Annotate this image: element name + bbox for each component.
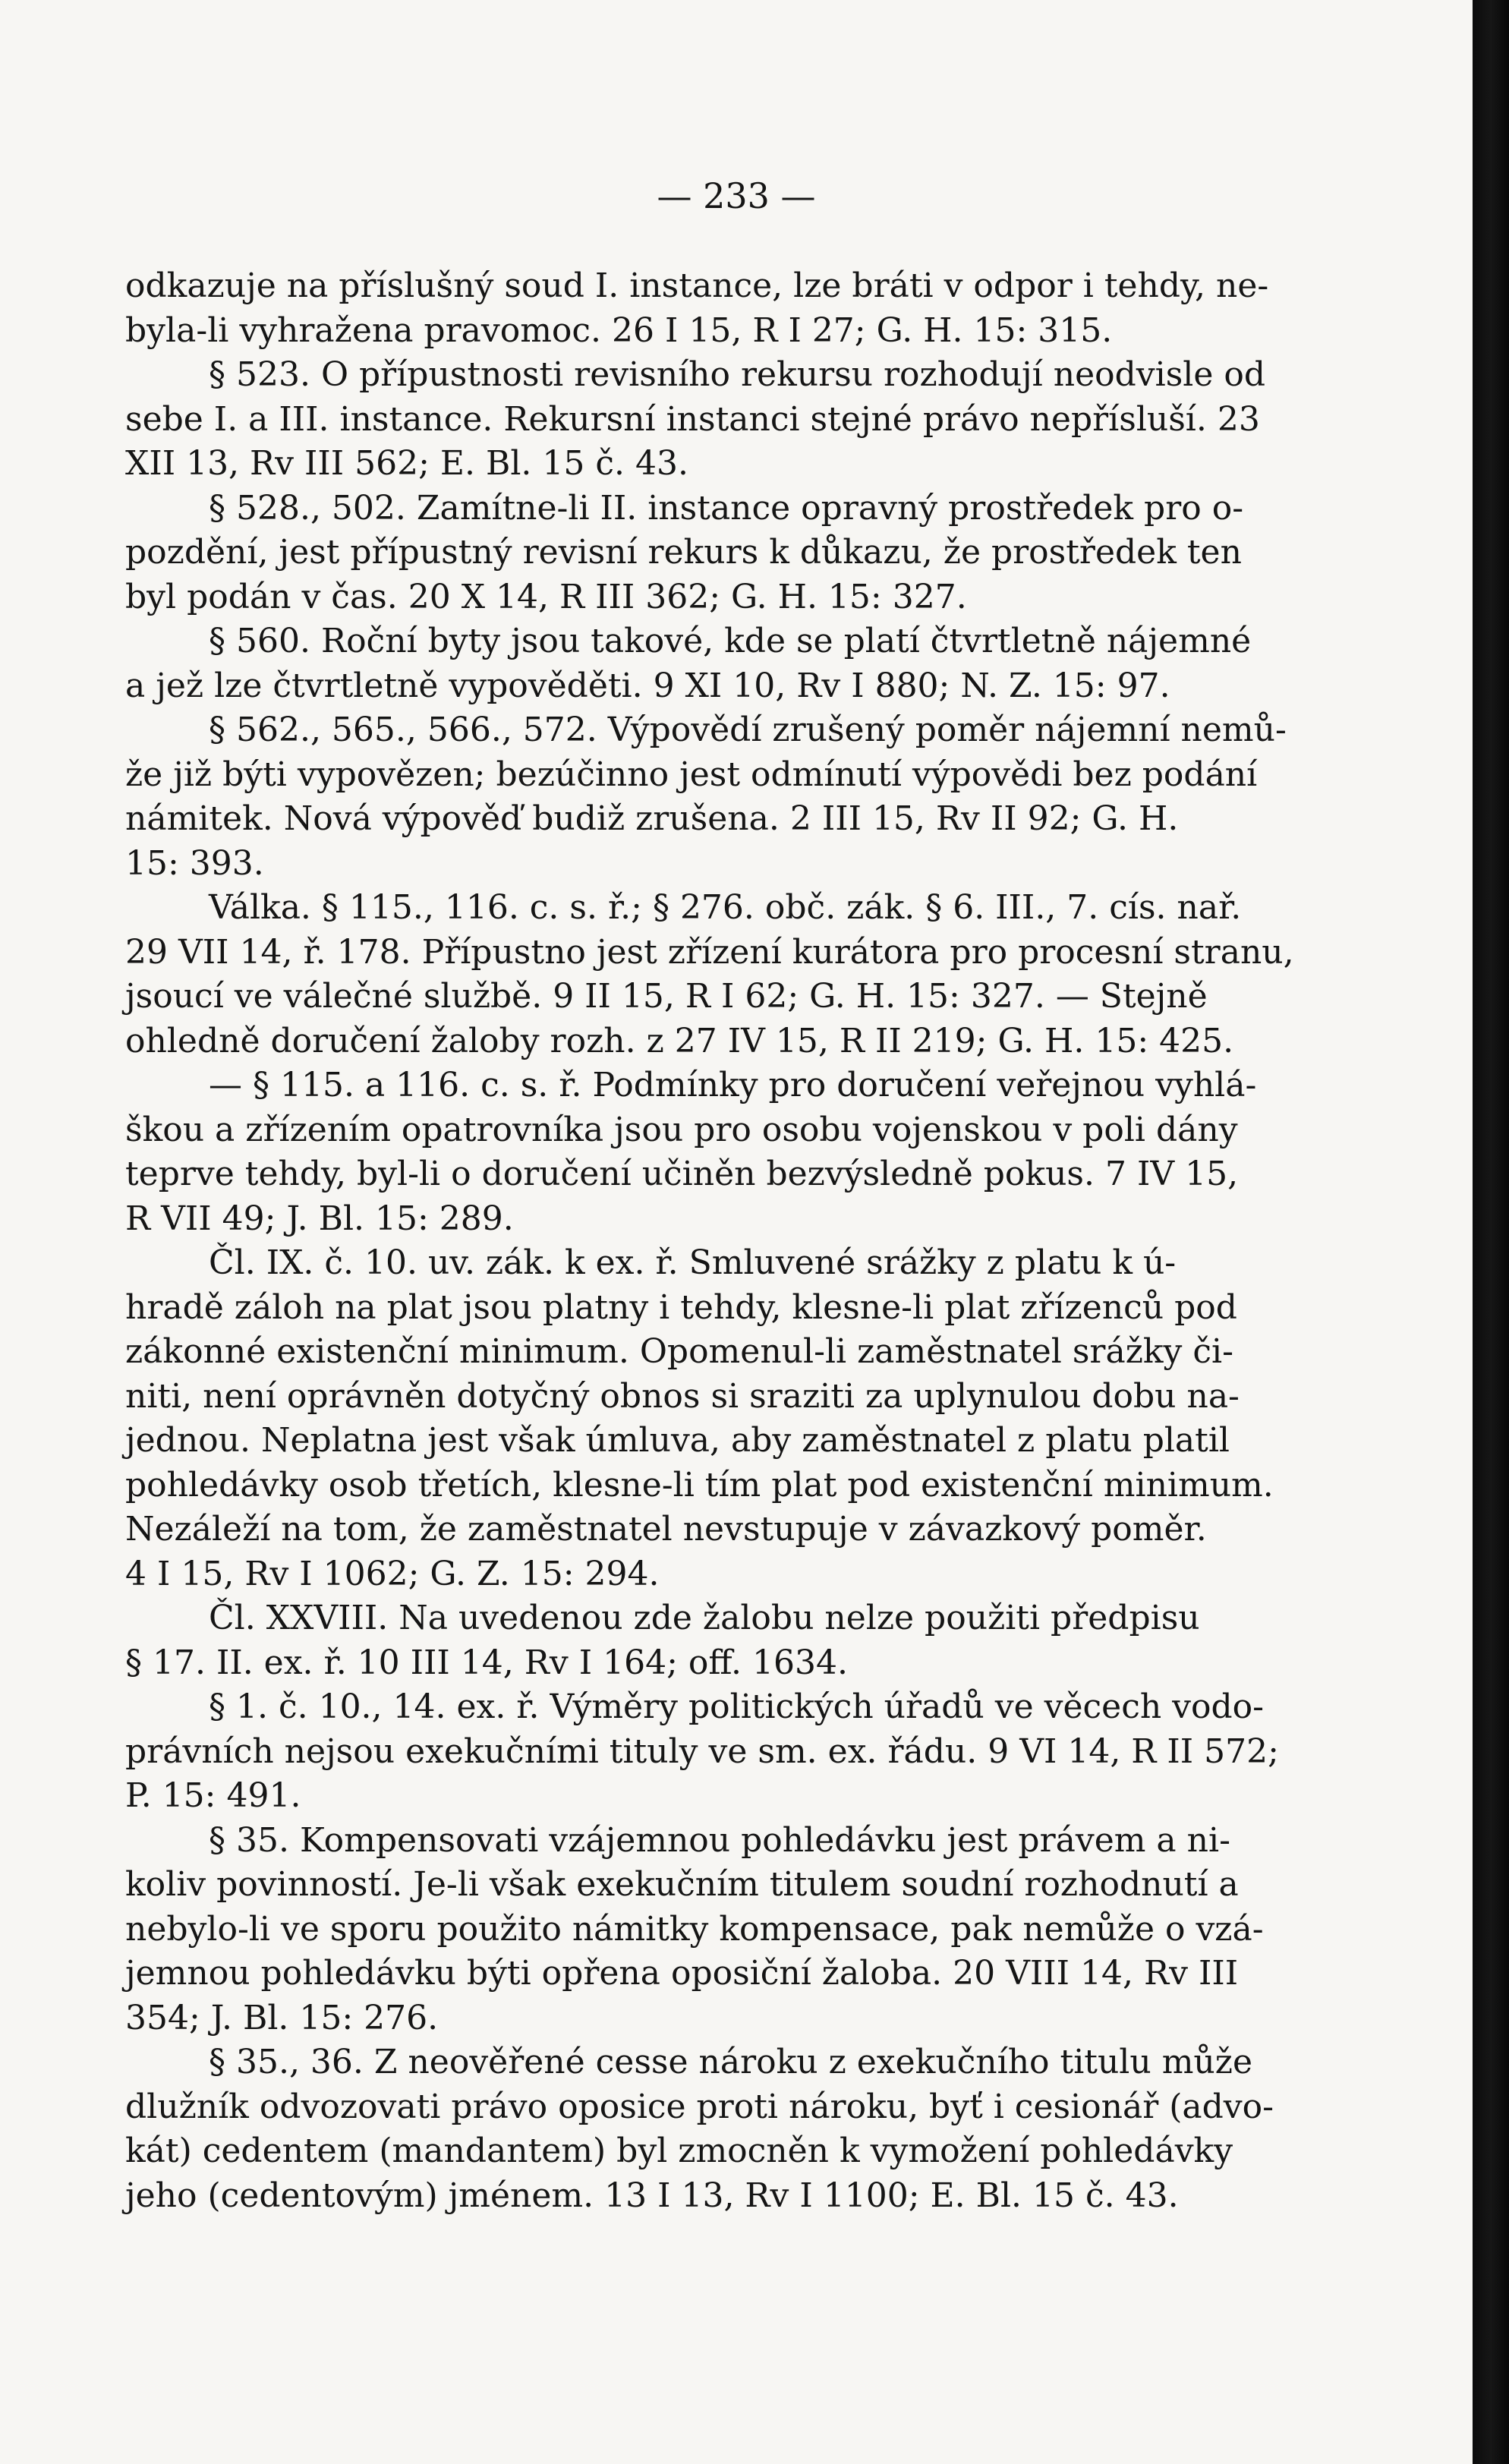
text-line: § 17. II. ex. ř. 10 III 14, Rv I 164; off. 1634. [125,1643,848,1682]
text-line: teprve tehdy, byl-li o doručení učiněn bezvýsledně pokus. 7 IV 15, [125,1155,1239,1193]
paragraph-start-line: Čl. XXVIII. Na uvedenou zde žalobu nelze použiti předpisu [209,1599,1200,1637]
text-line: Nezáleží na tom, že zaměstnatel nevstupuje v závazkový poměr. [125,1510,1207,1549]
paragraph-start-line: § 35. Kompensovati vzájemnou pohledávku jest právem a ni- [209,1820,1230,1860]
text-line: kát) cedentem (mandantem) byl zmocněn k vymožení pohledávky [125,2132,1233,2170]
text-line: námitek. Nová výpověď budiž zrušena. 2 III 15, Rv II 92; G. H. [125,799,1179,838]
text-line: 15: 393. [125,843,264,883]
text-line: nebylo-li ve sporu použito námitky kompensace, pak nemůže o vzá- [125,1909,1264,1949]
paragraph-start-line: § 1. č. 10., 14. ex. ř. Výměry politických úřadů ve věcech vodo- [209,1687,1265,1726]
text-line: niti, není oprávněn dotyčný obnos si sraziti za uplynulou dobu na- [125,1376,1240,1416]
paragraph-start-line: § 528., 502. Zamítne-li II. instance opravný prostředek pro o- [209,488,1244,528]
paragraph-start-line: § 523. O přípustnosti revisního rekursu rozhodují neodvisle od [209,355,1266,394]
text-line: R VII 49; J. Bl. 15: 289. [125,1199,514,1238]
text-line: ohledně doručení žaloby rozh. z 27 IV 15, R II 219; G. H. 15: 425. [125,1021,1234,1060]
text-line: a jež lze čtvrtletně vypověděti. 9 XI 10, Rv I 880; N. Z. 15: 97. [125,666,1170,705]
text-line: 354; J. Bl. 15: 276. [125,1998,439,2037]
text-line: pozdění, jest přípustný revisní rekurs k důkazu, že prostředek ten [125,533,1242,572]
text-line: byla-li vyhražena pravomoc. 26 I 15, R I 27; G. H. 15: 315. [125,310,1113,350]
text-line: jeho (cedentovým) jménem. 13 I 13, Rv I 1100; E. Bl. 15 č. 43. [125,2176,1179,2215]
paragraph-start-line: Čl. IX. č. 10. uv. zák. k ex. ř. Smluvené srážky z platu k ú- [209,1243,1177,1282]
text-line: právních nejsou exekučními tituly ve sm. ex. řádu. 9 VI 14, R II 572; [125,1731,1279,1771]
text-line: škou a zřízením opatrovníka jsou pro osobu vojenskou v poli dány [125,1110,1238,1149]
text-line: P. 15: 491. [125,1776,301,1815]
text-line: odkazuje na příslušný soud I. instance, lze bráti v odpor i tehdy, ne- [125,266,1269,305]
text-line: sebe I. a III. instance. Rekursní instanci stejné právo nepřísluší. 23 [125,399,1260,439]
text-line: jemnou pohledávku býti opřena oposiční žaloba. 20 VIII 14, Rv III [125,1954,1239,1993]
page-number: — 233 — [657,175,816,216]
text-line: že již býti vypovězen; bezúčinno jest odmínutí výpovědi bez podání [125,755,1258,794]
text-line: zákonné existenční minimum. Opomenul-li zaměstnatel srážky či- [125,1332,1233,1371]
text-line: 29 VII 14, ř. 178. Přípustno jest zřízení kurátora pro procesní stranu, [125,932,1294,972]
text-block [125,264,1294,2218]
paragraph-start-line: § 35., 36. Z neověřené cesse nároku z exekučního titulu může [209,2043,1252,2081]
text-line: 4 I 15, Rv I 1062; G. Z. 15: 294. [125,1554,660,1593]
text-line: jednou. Neplatna jest však úmluva, aby zaměstnatel z platu platil [125,1421,1230,1460]
paragraph-start-line: — § 115. a 116. c. s. ř. Podmínky pro doručení veřejnou vyhlá- [209,1066,1257,1104]
paragraph-start-line: § 562., 565., 566., 572. Výpovědí zrušený poměr nájemní nemů- [209,711,1287,749]
text-line: byl podán v čas. 20 X 14, R III 362; G. H. 15: 327. [125,577,967,616]
text-line: dlužník odvozovati právo oposice proti nároku, byť i cesionář (advo- [125,2087,1274,2126]
text-line: XII 13, Rv III 562; E. Bl. 15 č. 43. [125,444,688,483]
text-line: koliv povinností. Je-li však exekučním titulem soudní rozhodnutí a [125,1865,1239,1904]
scan-edge [1473,0,1509,2464]
text-line: jsoucí ve válečné službě. 9 II 15, R I 62; G. H. 15: 327. — Stejně [125,977,1208,1016]
paragraph-start-line: § 560. Roční byty jsou takové, kde se platí čtvrtletně nájemné [209,622,1252,660]
text-line: pohledávky osob třetích, klesne-li tím plat pod existenční minimum. [125,1465,1274,1505]
text-line: hradě záloh na plat jsou platny i tehdy, klesne-li plat zřízenců pod [125,1287,1237,1327]
paragraph-start-line: Válka. § 115., 116. c. s. ř.; § 276. obč. zák. § 6. III., 7. cís. nař. [209,888,1242,927]
